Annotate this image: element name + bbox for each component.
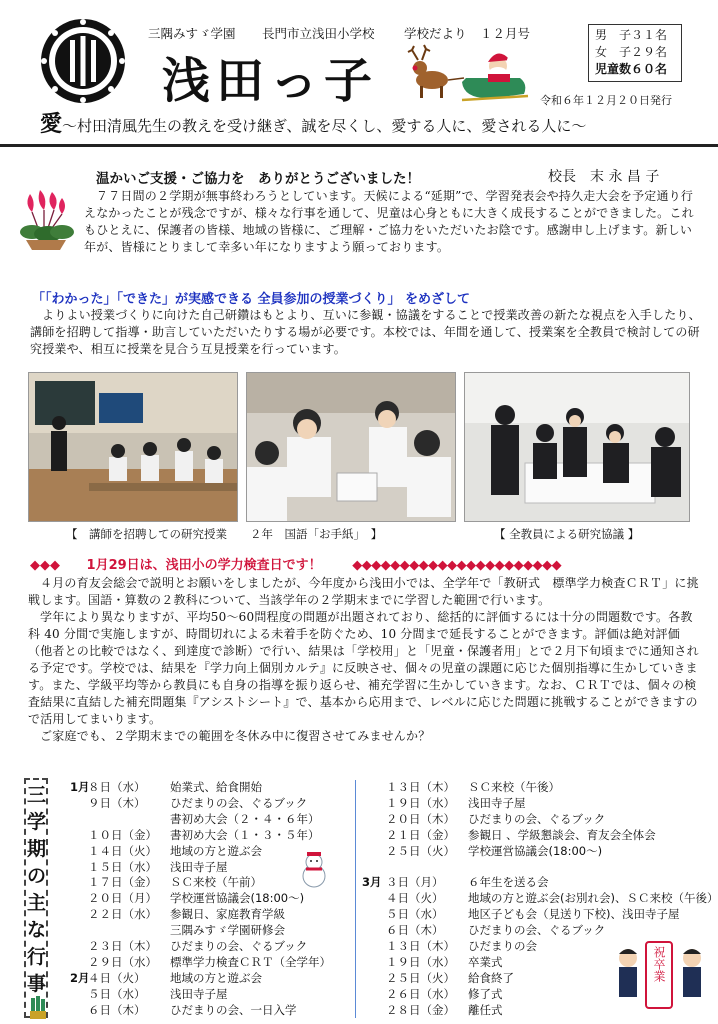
graduation-badge-text: 祝卒業 xyxy=(652,946,666,982)
test-heading-text: 1月29日は、浅田小の学力検査日です！ xyxy=(86,558,322,573)
schedule-event: 参観日、家庭教育学級 xyxy=(170,907,285,922)
test-paragraph-2: 学年により異なりますが、平均50～60問程度の問題が出題されており、総括的に評価するには十分の問題数です。各教科 40 分間で実施しますが、時間切れによる未着手を防ぐため、10 分間まで延長することができます。評価は絶対評価（他者との比較ではなく、到達度で診断）で行い、結果は「学校用」と「児童・保護者用」とで２月下旬頃までに通知される予定です。学校では、結果を『学力向上個別カルテ』に反映させ、個々の児童の課題に応じた個別指導に生かしていきます。また、学級平均等から教員にも自身の指導を振り返らせ、補充学習に生かしていきます。なお、ＣＲＴでは、個々の検査結果に直結した補充問題集『アシストシート』で、基本から応用まで、レベルに応じた問題に挑戦することができますので活用してまいります。 xyxy=(28,610,699,726)
schedule-date: ２１日（金） xyxy=(386,827,455,842)
heading-diamonds-right: ◆◆◆◆◆◆◆◆◆◆◆◆◆◆◆◆◆◆◆◆◆◆ xyxy=(352,558,562,573)
cyclamen-flower-illustration xyxy=(16,188,76,252)
schedule-title-char: の xyxy=(27,865,47,887)
heading-diamonds-left: ◆◆◆ xyxy=(30,558,60,573)
schedule-event: 地域の方と遊ぶ会(お別れ会)、ＳＣ来校（午後） xyxy=(468,891,718,906)
schedule-date: ８日（水） xyxy=(88,780,146,794)
schedule-date: １４日（火） xyxy=(88,843,157,858)
schedule-event: 標準学力検査ＣＲＴ（全学年） xyxy=(170,954,331,969)
schedule-date: ５日（水） xyxy=(88,986,146,1001)
issue-label: １２月号 xyxy=(480,26,531,41)
boys-count: 男 子３１名 xyxy=(595,28,668,42)
snowman-icon xyxy=(294,850,334,890)
schedule-event: 離任式 xyxy=(468,1002,503,1017)
test-heading xyxy=(30,554,561,573)
schedule-title-char: 行 xyxy=(27,946,47,968)
schedule-date: １９日（水） xyxy=(386,795,455,810)
girls-count: 女 子２９名 xyxy=(595,45,668,59)
classroom-photo-1 xyxy=(28,372,238,522)
schedule-date: １５日（水） xyxy=(88,859,157,874)
schedule-date: ２２日（水） xyxy=(88,907,157,922)
schedule-date: ３日（月） xyxy=(386,875,444,890)
schedule-event: 書初め大会（２・４・６年） xyxy=(170,811,320,826)
schedule-event: 書初め大会（１・３・５年） xyxy=(170,827,320,842)
schedule-event: ひだまりの会、ぐるブック xyxy=(170,795,308,810)
issue-date: 令和６年１２月２０日発行 xyxy=(540,94,672,107)
schedule-event: ひだまりの会、ぐるブック xyxy=(468,811,606,826)
schedule-date: ５日（水） xyxy=(386,907,444,922)
schedule-event: ひだまりの会、一日入学 xyxy=(170,1002,297,1017)
santa-reindeer-illustration xyxy=(404,44,534,104)
test-paragraph-1: ４月の育友会総会で説明とお願いをしましたが、今年度から浅田小では、全学年で「教研式 標準学力検査ＣＲＴ」に挑戦します。国語・算数の２教科について、当該学年の２学期末までに学習した範囲で行います。 xyxy=(28,576,699,607)
schedule-event: ＳＣ来校（午前） xyxy=(170,875,262,890)
schedule-date: ４日（火） xyxy=(386,891,444,906)
classroom-photo-2 xyxy=(246,372,456,522)
schedule-date: ６日（木） xyxy=(386,923,444,938)
total-count: 児童数６０名 xyxy=(595,62,668,76)
schedule-event: 参観日 、学級懇談会、育友会全体会 xyxy=(468,827,656,842)
schedule-date: ２８日（金） xyxy=(386,1002,455,1017)
schedule-title-char: 事 xyxy=(27,973,47,995)
schedule-date: ２９日（水） xyxy=(88,954,157,969)
schedule-date: １７日（金） xyxy=(88,875,157,890)
schedule-date: １３日（木） xyxy=(386,780,455,794)
schedule-date: ２５日（火） xyxy=(386,843,455,858)
greeting-paragraph: ７７日間の２学期が無事終わろうとしています。天候による“延期”で、学習発表会や持久走大会を予定通り行えなかったことが残念ですが、様々な行事を通して、児童は心身ともに大きく成長することができました。これもひとえに、保護者の皆様、地域の皆様に、ご理解・ご協力をいただいたお陰です。感謝申し上げます。新しい年が、皆様にとりまして幸多い年になりますよう願っております。 xyxy=(84,189,694,254)
schedule-event: 浅田寺子屋 xyxy=(170,859,228,874)
motto-text: ～村田清風先生の教えを受け継ぎ、誠を尽くし、愛する人に、愛される人に～ xyxy=(62,117,587,135)
school-motto xyxy=(40,107,586,138)
school-emblem-logo xyxy=(40,18,126,104)
principal-name: 校長 末 永 昌 子 xyxy=(548,169,660,185)
schedule-title-char: 期 xyxy=(27,838,47,860)
schedule-divider xyxy=(355,780,356,1018)
research-body xyxy=(30,307,702,358)
schedule-event: ひだまりの会、ぐるブック xyxy=(170,939,308,953)
schedule-date: １３日（木） xyxy=(386,939,455,953)
schedule-event: 浅田寺子屋 xyxy=(468,795,526,810)
newsletter-title: 浅田っ子 xyxy=(162,53,379,109)
newsletter-label: 学校だより xyxy=(404,26,467,41)
schedule-date: ６日（木） xyxy=(88,1002,146,1017)
schedule-title-char: な xyxy=(27,919,47,941)
schedule-left-column xyxy=(70,780,354,1020)
schedule-event: 学校運営協議会(18:00～) xyxy=(468,843,603,858)
header-rule xyxy=(0,144,718,147)
schedule-title-char: 三 xyxy=(27,784,47,806)
schedule-event: ＳＣ来校（午後） xyxy=(468,780,560,794)
schedule-event: 地区子ども会（見送り下校)、浅田寺子屋 xyxy=(468,907,680,922)
photo-caption-left: 【 講師を招聘しての研究授業 ２年 国語「お手紙」 】 xyxy=(66,527,383,541)
schedule-date: １９日（水） xyxy=(386,954,455,969)
photo-caption-right: 【 全教員による研究協議 】 xyxy=(494,527,640,541)
schedule-date: ９日（木） xyxy=(88,795,146,810)
schedule-date: ２５日（火） xyxy=(386,970,455,985)
schedule-title-char: 主 xyxy=(27,892,47,914)
schedule-date: １０日（金） xyxy=(88,827,157,842)
schedule-month: 3月 xyxy=(362,875,382,890)
schedule-event: ６年生を送る会 xyxy=(468,875,549,890)
schedule-date: ４日（火） xyxy=(88,970,146,985)
greeting-body xyxy=(84,188,702,256)
test-body xyxy=(28,575,702,745)
schedule-event: 地域の方と遊ぶ会 xyxy=(170,970,262,985)
schedule-month: 1月 xyxy=(70,780,90,794)
schedule-event: 浅田寺子屋 xyxy=(170,986,228,1001)
schedule-event: ひだまりの会、ぐるブック xyxy=(468,923,606,938)
schedule-date: ２３日（木） xyxy=(88,939,157,953)
schedule-event: 卒業式 xyxy=(468,954,503,969)
schedule-event: 地域の方と遊ぶ会 xyxy=(170,843,262,858)
schedule-event: 始業式、給食開始 xyxy=(170,780,262,794)
schedule-title-char: 学 xyxy=(27,811,47,833)
enrollment-box xyxy=(588,24,682,82)
research-heading: 「「わかった」「できた」が実感できる 全員参加の授業づくり」 をめざして xyxy=(32,292,471,307)
schedule-date: ２６日（水） xyxy=(386,986,455,1001)
schedule-event: 給食終了 xyxy=(468,970,514,985)
graduation-illustration xyxy=(612,940,708,1020)
schedule-event: 修了式 xyxy=(468,986,503,1001)
motto-mark: 愛 xyxy=(40,111,63,137)
schedule-date: ２０日（木） xyxy=(386,811,455,826)
school-group-label: 三隅みすゞ学園 xyxy=(148,26,236,41)
schedule-event: ひだまりの会 xyxy=(468,939,537,953)
schedule-event: 三隅みすゞ学園研修会 xyxy=(170,923,285,938)
schedule-event: 学校運営協議会(18:00～) xyxy=(170,891,305,906)
schedule-date: ２０日（月） xyxy=(88,891,157,906)
greeting-heading: 温かいご支援・ご協力を ありがとうございました！ xyxy=(96,171,420,187)
school-name-label: 長門市立浅田小学校 xyxy=(262,26,375,41)
research-paragraph: よりよい授業づくりに向けた自己研鑽はもとより、互いに参観・協議をすることで授業改善の新たな視点を入手したり、講師を招聘して指導・助言していただいたりする場が必要です。本校では、年間を通して、授業案を全教員で検討しての研究授業や、相互に授業を見合う互見授業を行っています。 xyxy=(30,308,701,356)
schedule-month: 2月 xyxy=(70,970,90,985)
kadomatsu-icon xyxy=(28,996,48,1020)
test-paragraph-3: ご家庭でも、２学期末までの範囲を冬休み中に復習させてみませんか？ xyxy=(40,729,431,743)
schedule-title xyxy=(27,782,45,998)
teachers-meeting-photo xyxy=(464,372,690,522)
